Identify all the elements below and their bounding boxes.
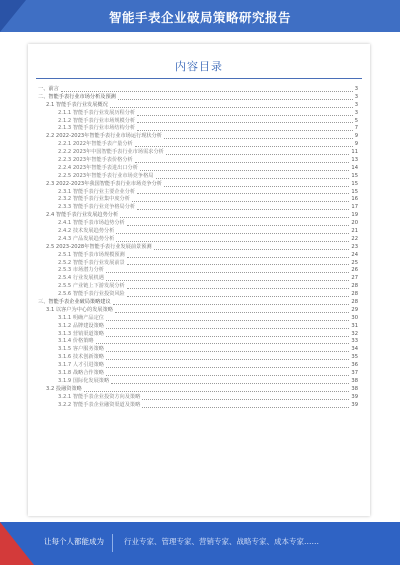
toc-entry-title: 2.5.2 智能手表行业发展前景 [58, 259, 125, 266]
toc-entry-title: 2.3.3 智能手表行业竞争格局分析 [58, 204, 136, 211]
toc-leader-dots [127, 296, 350, 297]
toc-title: 内容目录 [175, 60, 223, 73]
toc-entry-title: 3.1.8 战略合作策略 [58, 370, 104, 377]
toc-leader-dots [106, 320, 349, 321]
toc-entry-page: 20 [351, 220, 358, 227]
toc-leader-dots [164, 138, 353, 139]
toc-entry-page: 5 [354, 117, 358, 124]
toc-entry[interactable] [36, 228, 358, 236]
toc-divider [36, 78, 362, 79]
toc-leader-dots [140, 170, 349, 171]
toc-entry-page: 35 [351, 354, 358, 361]
toc-entry-page: 3 [354, 101, 358, 108]
toc-leader-dots [106, 336, 349, 337]
toc-entry-page: 3 [354, 109, 358, 116]
toc-entry[interactable] [36, 102, 358, 110]
toc-entry[interactable] [36, 110, 358, 118]
toc-entry-page: 15 [351, 172, 358, 179]
toc-entry-page: 16 [351, 196, 358, 203]
toc-leader-dots [154, 249, 350, 250]
toc-entry-title: 2.4.2 技术发展趋势分析 [58, 228, 115, 235]
toc-leader-dots [137, 130, 353, 131]
toc-entry-title: 3.2.1 智能手表企业投资方向及策略 [58, 393, 141, 400]
toc-leader-dots [137, 209, 349, 210]
toc-leader-dots [135, 146, 353, 147]
toc-entry-title: 2.2 2022-2023年智能手表行业市场运行现状分析 [46, 133, 162, 140]
toc-entry-title: 2.5 2023-2028年智能手表行业发展前景预测 [46, 243, 152, 250]
toc-entry-title: 2.3.2 智能手表行业集中度分析 [58, 196, 130, 203]
toc-entry-page: 33 [351, 338, 358, 345]
toc-entry[interactable] [36, 299, 358, 307]
toc-entry-page: 9 [354, 141, 358, 148]
toc-entry-title: 3.1.7 人才引进策略 [58, 362, 104, 369]
toc-entry-title: 2.4.1 智能手表市场趋势分析 [58, 220, 125, 227]
toc-entry-page: 34 [351, 346, 358, 353]
toc-entry-title: 3.1.4 价格策略 [58, 338, 94, 345]
toc-entry-title: 2.5.1 智能手表市场规模预测 [58, 251, 125, 258]
toc-entry[interactable] [36, 149, 358, 157]
toc-entry-title: 3.1 以客户为中心的发展策略 [46, 306, 113, 313]
footer-accent [0, 522, 34, 565]
toc-entry[interactable] [36, 315, 358, 323]
toc-entry-page: 38 [351, 385, 358, 392]
toc-entry[interactable] [36, 236, 358, 244]
toc-leader-dots [106, 272, 349, 273]
toc-entry[interactable] [36, 323, 358, 331]
toc-entry-title: 2.2.2 2023年中国智能手表行业市场需求分析 [58, 149, 164, 156]
toc-entry-page: 24 [351, 251, 358, 258]
toc-entry[interactable] [36, 165, 358, 173]
toc-entry[interactable] [36, 86, 358, 94]
toc-entry-title: 二、智能手表行业市场分析及预测 [38, 93, 116, 100]
toc-entry[interactable] [36, 354, 358, 362]
toc-entry-page: 26 [351, 267, 358, 274]
toc-leader-dots [166, 154, 350, 155]
toc-leader-dots [111, 383, 349, 384]
toc-entry-title: 2.2.5 2023年智能手表行业市场竞争格局 [58, 172, 154, 179]
toc-leader-dots [132, 201, 349, 202]
toc-entry-title: 2.5.3 市场潜力分析 [58, 267, 104, 274]
toc-entry[interactable] [36, 291, 358, 299]
report-title: 智能手表企业破局策略研究报告 [108, 10, 291, 25]
toc-entry-title: 3.1.9 国际化发展策略 [58, 377, 110, 384]
toc-leader-dots [127, 225, 350, 226]
toc-entry-title: 3.2.2 智能手表企业融资渠道及策略 [58, 401, 141, 408]
toc-leader-dots [164, 186, 349, 187]
footer-bar [0, 522, 400, 565]
toc-entry-title: 3.2 投融资策略 [46, 385, 82, 392]
toc-entry[interactable] [36, 370, 358, 378]
toc-leader-dots [106, 359, 349, 360]
toc-leader-dots [127, 264, 350, 265]
toc-entry-page: 30 [351, 314, 358, 321]
toc-entry-title: 3.1.3 营销渠道策略 [58, 330, 104, 337]
toc-entry-page: 28 [351, 291, 358, 298]
toc-entry-page: 38 [351, 377, 358, 384]
toc-entry-title: 2.3.1 智能手表行业主要企业分析 [58, 188, 136, 195]
toc-entry-page: 9 [354, 133, 358, 140]
toc-entry[interactable] [36, 362, 358, 370]
footer-slogan: 让每个人都能成为 [44, 537, 104, 546]
toc-entry-title: 三、智能手表企业破局策略建议 [38, 299, 111, 306]
toc-entry-page: 27 [351, 275, 358, 282]
toc-entry-page: 32 [351, 330, 358, 337]
toc-entry[interactable] [36, 94, 358, 102]
toc-entry-page: 3 [354, 93, 358, 100]
toc-entry-title: 2.4 智能手表行业发展趋势分析 [46, 212, 119, 219]
toc-entry[interactable] [36, 252, 358, 260]
toc-leader-dots [110, 107, 353, 108]
toc-entry-page: 31 [351, 322, 358, 329]
toc-entry-page: 19 [351, 212, 358, 219]
toc-entry[interactable] [36, 212, 358, 220]
toc-leader-dots [61, 91, 353, 92]
toc-leader-dots [84, 391, 350, 392]
footer-divider [112, 534, 113, 552]
toc-entry-page: 13 [351, 157, 358, 163]
toc-entry[interactable] [36, 220, 358, 228]
toc-leader-dots [106, 367, 349, 368]
toc-entry-page: 21 [351, 228, 358, 235]
toc-entry[interactable] [36, 402, 358, 410]
toc-leader-dots [137, 122, 353, 123]
toc-leader-dots [135, 162, 350, 163]
toc-entry-page: 29 [351, 306, 358, 313]
toc-entry-page: 14 [351, 164, 358, 171]
toc-list [36, 86, 358, 410]
header-bar [0, 0, 400, 32]
toc-leader-dots [106, 328, 349, 329]
toc-entry-page: 25 [351, 259, 358, 266]
toc-leader-dots [106, 280, 349, 281]
toc-entry-title: 3.1.5 客户服务策略 [58, 346, 104, 353]
toc-entry[interactable] [36, 181, 358, 189]
toc-entry-title: 3.1.1 明确产品定位 [58, 314, 104, 321]
toc-entry-page: 23 [351, 243, 358, 250]
toc-leader-dots [142, 407, 349, 408]
toc-entry[interactable] [36, 157, 358, 165]
toc-entry[interactable] [36, 173, 358, 181]
toc-entry-title: 2.5.5 产业链上下游发展分析 [58, 283, 125, 290]
toc-entry[interactable] [36, 394, 358, 402]
toc-entry-title: 2.1.3 智能手表行业市场结构分析 [58, 125, 136, 132]
toc-entry-page: 28 [351, 299, 358, 306]
toc-leader-dots [106, 375, 349, 376]
toc-entry-title: 3.1.2 品牌建设策略 [58, 322, 104, 329]
toc-leader-dots [120, 217, 349, 218]
toc-entry[interactable] [36, 378, 358, 386]
toc-entry-title: 2.3 2022-2023年我国智能手表行业市场竞争分析 [46, 180, 162, 187]
toc-entry-title: 2.5.4 行业发展机遇 [58, 275, 104, 282]
toc-entry-page: 37 [351, 370, 358, 377]
toc-entry-page: 15 [351, 188, 358, 195]
toc-entry-page: 17 [351, 204, 358, 211]
toc-leader-dots [156, 178, 350, 179]
toc-entry-title: 2.1.1 智能手表行业发展历程分析 [58, 109, 136, 116]
toc-leader-dots [142, 399, 349, 400]
toc-entry-title: 3.1.6 技术创新策略 [58, 354, 104, 361]
toc-entry-page: 28 [351, 283, 358, 290]
toc-entry-page: 11 [351, 149, 358, 156]
toc-leader-dots [116, 233, 349, 234]
toc-entry[interactable] [36, 386, 358, 394]
toc-leader-dots [137, 193, 349, 194]
toc-entry-title: 2.4.3 产品发展趋势分析 [58, 235, 115, 242]
toc-entry-title: 2.2.4 2023年智能手表进出口分析 [58, 164, 138, 171]
toc-entry-title: 2.2.3 2023年智能手表价格分析 [58, 157, 133, 163]
toc-leader-dots [115, 312, 349, 313]
toc-entry[interactable] [36, 283, 358, 291]
toc-entry-title: 2.5.6 智能手表行业投资风险 [58, 291, 125, 298]
toc-page [28, 44, 370, 516]
toc-entry-title: 2.1 智能手表行业发展概况 [46, 101, 108, 108]
toc-entry[interactable] [36, 141, 358, 149]
toc-entry-page: 39 [351, 393, 358, 400]
toc-leader-dots [96, 343, 350, 344]
toc-entry-title: 2.2.1 2022年智能手表产量分析 [58, 141, 133, 148]
toc-leader-dots [113, 304, 350, 305]
toc-leader-dots [127, 257, 350, 258]
toc-entry-page: 36 [351, 362, 358, 369]
toc-leader-dots [137, 115, 353, 116]
toc-leader-dots [127, 288, 350, 289]
toc-entry-page: 22 [351, 235, 358, 242]
toc-leader-dots [106, 351, 349, 352]
toc-entry-page: 7 [354, 125, 358, 132]
toc-entry-page: 39 [351, 401, 358, 408]
toc-entry-page: 3 [354, 85, 358, 92]
toc-entry-page: 15 [351, 180, 358, 187]
toc-entry-title: 一、前言 [38, 85, 59, 92]
toc-entry-title: 2.1.2 智能手表行业市场规模分析 [58, 117, 136, 124]
toc-entry[interactable] [36, 307, 358, 315]
toc-leader-dots [116, 241, 349, 242]
toc-entry[interactable] [36, 244, 358, 252]
footer-tagline: 行业专家、管理专家、营销专家、战略专家、成本专家…… [124, 537, 319, 546]
toc-leader-dots [118, 99, 353, 100]
